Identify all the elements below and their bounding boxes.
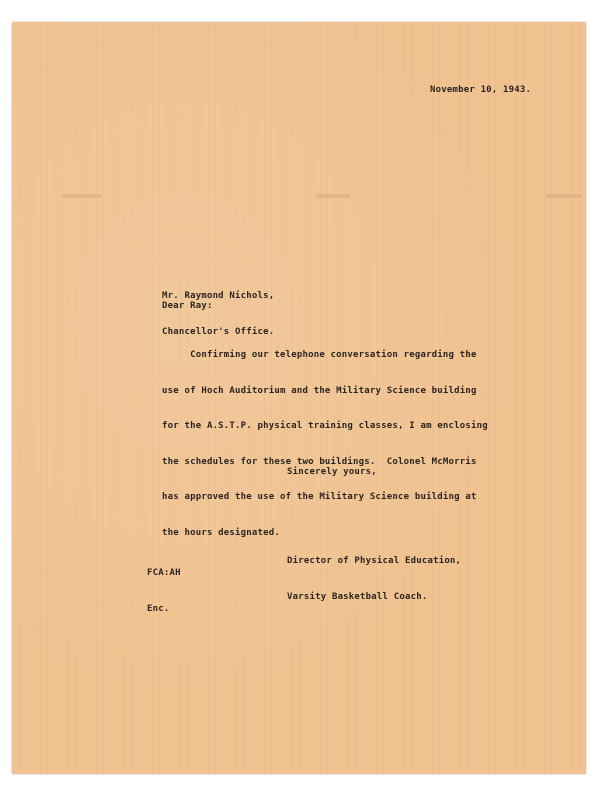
recipient-line: Chancellor's Office. [162,327,275,337]
fold-mark [546,194,582,198]
complimentary-close: Sincerely yours, [287,467,377,477]
fold-mark [316,194,350,198]
letter-page [12,22,586,774]
letter-date: November 10, 1943. [430,85,532,95]
body-line: the hours designated. [162,527,280,538]
signature-block [287,531,461,627]
reference-line: FCA:AH [147,568,181,578]
body-line: the schedules for these two buildings. Colonel McMorris [162,456,477,467]
body-line: Confirming our telephone conversation regarding the [162,350,477,360]
reference-line: Enc. [147,604,170,614]
fold-mark [62,194,102,198]
reference-initials [147,543,181,639]
body-line: use of Hoch Auditorium and the Military Science building [162,385,477,396]
signature-line: Varsity Basketball Coach. [287,592,428,602]
recipient-line: Mr. Raymond Nichols, [162,291,275,301]
salutation: Dear Ray: [162,301,213,311]
body-line: for the A.S.T.P. physical training classes, I am enclosing [162,421,488,431]
signature-line: Director of Physical Education, [287,556,462,566]
letter-body [162,325,488,562]
body-line: has approved the use of the Military Science building at [162,492,477,502]
